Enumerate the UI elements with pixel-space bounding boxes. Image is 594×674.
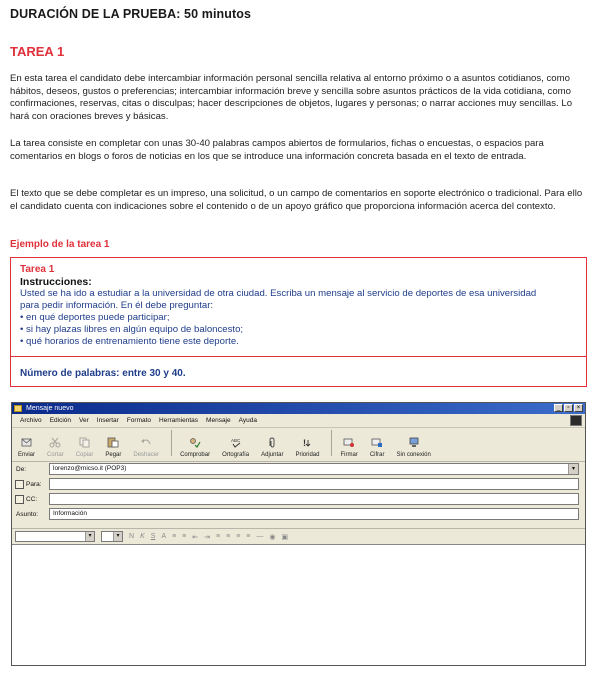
format-bar [12, 528, 585, 544]
window-app-icon [14, 405, 22, 412]
numbered-list-icon[interactable]: ≡ [172, 533, 177, 540]
link-icon[interactable]: ◉ [269, 533, 276, 541]
window-buttons [554, 404, 583, 412]
svg-text:!: ! [303, 438, 307, 448]
chevron-down-icon[interactable]: ▾ [85, 532, 94, 541]
to-label[interactable]: Para: [26, 481, 42, 488]
menu-herramientas[interactable]: Herramientas [159, 417, 199, 424]
increase-indent-icon[interactable]: ⇥ [204, 533, 211, 541]
instruction-line: • si hay plazas libres en algún equipo de baloncesto; [20, 324, 244, 335]
paste-button[interactable]: Pegar [105, 437, 121, 458]
toolbar-separator [171, 430, 172, 456]
toolbar-separator [331, 430, 332, 456]
cc-row [12, 492, 585, 507]
from-row [12, 462, 585, 477]
task-title: TAREA 1 [10, 44, 65, 59]
sign-icon [343, 437, 355, 448]
menu-insertar[interactable]: Insertar [96, 417, 119, 424]
minimize-button[interactable]: _ [554, 404, 563, 412]
font-size-select[interactable] [101, 531, 123, 542]
bullet-list-icon[interactable]: ≡ [182, 533, 187, 540]
message-body[interactable] [12, 544, 585, 665]
chevron-down-icon[interactable]: ▾ [113, 532, 122, 541]
italic-icon[interactable]: K [140, 533, 145, 540]
address-book-icon[interactable] [15, 480, 24, 489]
email-window [11, 402, 586, 666]
instruction-line: Usted se ha ido a estudiar a la universidad de otra ciudad. Escriba un mensaje al servicio de deportes de esa universidad [20, 288, 537, 299]
cut-button[interactable]: Cortar [47, 437, 64, 458]
subject-row [12, 507, 585, 522]
send-icon [21, 437, 33, 448]
menu-edicion[interactable]: Edición [49, 417, 72, 424]
toolbar [12, 428, 585, 462]
menu-archivo[interactable]: Archivo [20, 417, 42, 424]
send-button[interactable]: Enviar [18, 437, 35, 458]
undo-button[interactable]: Deshacer [133, 437, 159, 458]
justify-icon[interactable]: ≡ [246, 533, 251, 540]
align-center-icon[interactable]: ≡ [226, 533, 231, 540]
attach-button[interactable]: Adjuntar [261, 437, 283, 458]
to-row [12, 477, 585, 492]
undo-icon [140, 437, 152, 448]
image-icon[interactable]: ▣ [281, 533, 289, 541]
example-title: Ejemplo de la tarea 1 [10, 239, 110, 250]
instruction-line: • qué horarios de entrenamiento tiene este deporte. [20, 336, 239, 347]
paste-icon [107, 437, 119, 448]
from-select[interactable]: lorenzo@micso.it (POP3) ▾ [49, 463, 579, 475]
priority-icon [301, 437, 313, 448]
bold-icon[interactable]: N [129, 533, 135, 540]
font-color-icon[interactable]: A [161, 533, 167, 540]
spelling-button[interactable]: ABC Ortografía [222, 438, 250, 458]
from-label: De: [16, 466, 27, 473]
task-box [10, 257, 587, 387]
intro-paragraph-1: En esta tarea el candidato debe intercambiar información personal sencilla relativa al entorno próximo o a asuntos cotidianos, como hábitos, deseos, gustos o preferencias; intercambiar información breve y sencilla sobre asuntos prácticos de la vida cotidiana, como confirmaciones, reservas, citas o disculpas; hacer descripciones de objetos, lugares y personas; o narrar acciones muy sencillas. Lo hará con oraciones breves y básicas. [10, 73, 573, 122]
font-select[interactable] [15, 531, 95, 542]
menu-formato[interactable]: Formato [126, 417, 152, 424]
window-titlebar [12, 403, 585, 414]
window-title: Mensaje nuevo [26, 405, 74, 412]
check-names-icon [189, 437, 201, 448]
align-left-icon[interactable]: ≡ [216, 533, 221, 540]
close-button[interactable]: × [574, 404, 583, 412]
svg-text:ABC: ABC [230, 438, 240, 443]
check-names-button[interactable]: Comprobar [180, 437, 210, 458]
menu-ver[interactable]: Ver [79, 417, 89, 424]
task-box-instructions [11, 258, 586, 357]
intro-paragraph-2: La tarea consiste en completar con unas 30-40 palabras campos abiertos de formularios, fichas o encuestas, o espacios para comentarios en blogs o foros de noticias en los que se introduce una información concreta basada en el texto de entrada. [10, 138, 544, 162]
copy-icon [79, 437, 91, 448]
offline-button[interactable]: Sin conexión [397, 437, 431, 458]
menubar [12, 414, 585, 428]
decrease-indent-icon[interactable]: ⇤ [192, 533, 199, 541]
address-book-icon[interactable] [15, 495, 24, 504]
maximize-button[interactable]: ▫ [564, 404, 573, 412]
chevron-down-icon[interactable]: ▾ [568, 464, 578, 474]
word-count: Número de palabras: entre 30 y 40. [20, 368, 186, 379]
horizontal-line-icon[interactable]: — [256, 533, 264, 540]
paperclip-icon [266, 437, 278, 448]
cc-label[interactable]: CC: [26, 496, 38, 503]
align-right-icon[interactable]: ≡ [236, 533, 241, 540]
task-label: Tarea 1 [20, 264, 55, 275]
subject-label: Asunto: [16, 511, 39, 518]
priority-button[interactable]: ! Prioridad [295, 438, 320, 458]
menu-mensaje[interactable]: Mensaje [206, 417, 231, 424]
offline-icon [408, 437, 420, 448]
scissors-icon [49, 437, 61, 448]
cc-field[interactable] [49, 493, 579, 505]
underline-icon[interactable]: S [150, 533, 156, 540]
to-field[interactable] [49, 478, 579, 490]
windows-logo-icon [570, 415, 582, 426]
instruction-line: • en qué deportes puede participar; [20, 312, 170, 323]
instructions-label: Instrucciones: [20, 276, 92, 288]
duration-heading: DURACIÓN DE LA PRUEBA: 50 minutos [10, 7, 252, 21]
copy-button[interactable]: Copiar [76, 437, 94, 458]
intro-paragraph-3: El texto que se debe completar es un impreso, una solicitud, o un campo de comentarios en soporte electrónico o tradicional. Para ello el candidato cuenta con indicaciones sobre el contenido o de un apoyo gráfico que proporciona información acerca del contexto. [10, 188, 583, 212]
sign-button[interactable]: Firmar [340, 437, 357, 458]
instruction-line: para pedir información. En él debe preguntar: [20, 300, 214, 311]
subject-field[interactable]: Información [49, 508, 579, 520]
encrypt-icon [371, 437, 383, 448]
encrypt-button[interactable]: Cifrar [370, 437, 385, 458]
spelling-icon [230, 437, 242, 448]
menu-ayuda[interactable]: Ayuda [238, 417, 257, 424]
